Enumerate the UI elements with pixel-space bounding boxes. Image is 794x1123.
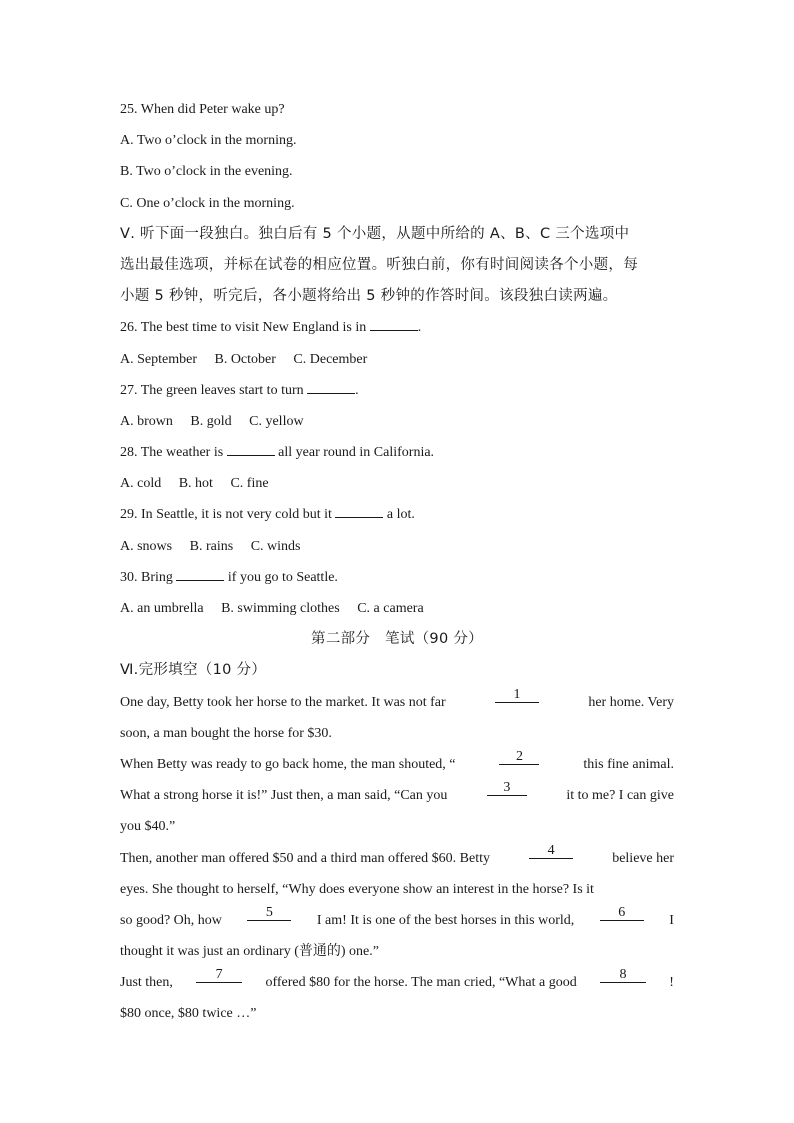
exam-page <box>120 94 674 1030</box>
options-28 <box>120 468 674 499</box>
option-26-b: B. October <box>214 351 276 367</box>
option-26-a: A. September <box>120 351 197 367</box>
section-5-instruction-line-1: Ⅴ. 听下面一段独白。独白后有 5 个小题，从题中所给的 A、B、C 三个选项中 <box>120 225 630 242</box>
answer-blank <box>227 440 275 456</box>
question-25: 25. When did Peter wake up? <box>120 102 285 117</box>
option-30-a: A. an umbrella <box>120 601 204 616</box>
options-29 <box>120 531 674 562</box>
question-26 <box>120 312 674 343</box>
cloze-text: her home. Very <box>588 694 674 710</box>
cloze-line <box>120 874 674 905</box>
option-29-a: A. snows <box>120 538 173 554</box>
cloze-blank-4: 4 <box>529 843 573 859</box>
part-2-title: 第二部分 笔试（90 分） <box>311 631 483 648</box>
option-29-c: C. winds <box>250 538 301 554</box>
cloze-line <box>120 780 674 811</box>
option-29-b: B. rains <box>189 538 234 554</box>
question-30 <box>120 562 674 593</box>
cloze-text: offered $80 for the horse. The man cried, “What a good <box>265 975 577 991</box>
question-27-text: 27. The green leaves start to turn <box>120 382 308 398</box>
cloze-line <box>120 749 674 780</box>
option-30-b: B. swimming clothes <box>221 601 340 616</box>
cloze-blank-7: 7 <box>196 967 242 983</box>
question-26-text: 26. The best time to visit New England is in <box>120 320 370 336</box>
cloze-line: thought it was just an ordinary (普通的) one.” <box>120 944 379 960</box>
cloze-line <box>120 905 674 936</box>
cloze-blank-5: 5 <box>247 905 291 921</box>
section-5-instruction-line-3: 小题 5 秒钟，听完后，各小题将给出 5 秒钟的作答时间。该段独白读两遍。 <box>120 288 618 305</box>
question-30-text: 30. Bring <box>120 569 177 585</box>
question-28-text: 28. The weather is <box>120 445 227 461</box>
section-5-instruction-line-2: 选出最佳选项，并标在试卷的相应位置。听独白前，你有时间阅读各个小题，每 <box>120 256 638 273</box>
cloze-text: eyes. She thought to herself, “Why does everyone show an interest in the horse? Is it <box>120 881 594 897</box>
option-25-c: C. One o’clock in the morning. <box>120 195 295 211</box>
section-6-heading: Ⅵ.完形填空（10 分） <box>120 662 267 679</box>
cloze-line <box>120 967 674 998</box>
question-27 <box>120 375 674 406</box>
option-30-c: C. a camera <box>357 601 424 616</box>
cloze-blank-6: 6 <box>600 905 644 921</box>
answer-blank <box>335 502 383 518</box>
option-28-b: B. hot <box>178 476 213 492</box>
options-26 <box>120 344 674 375</box>
option-25-a: A. Two o’clock in the morning. <box>120 133 297 149</box>
cloze-text: One day, Betty took her horse to the market. It was not far <box>120 694 446 710</box>
option-28-c: C. fine <box>230 476 269 492</box>
cloze-text: so good? Oh, how <box>120 912 222 928</box>
answer-blank <box>176 565 224 581</box>
option-28-a: A. cold <box>120 476 162 492</box>
cloze-line <box>120 687 674 718</box>
question-29 <box>120 499 674 530</box>
answer-blank <box>307 378 355 394</box>
question-28 <box>120 437 674 468</box>
question-26-end: . <box>417 320 422 336</box>
option-27-b: B. gold <box>190 413 232 429</box>
cloze-text: Just then, <box>120 975 173 991</box>
option-25-b: B. Two o’clock in the evening. <box>120 164 293 180</box>
cloze-text: I am! It is one of the best horses in this world, <box>316 912 575 928</box>
option-27-c: C. yellow <box>249 413 304 429</box>
cloze-blank-1: 1 <box>495 687 539 703</box>
cloze-text: ! <box>669 975 674 991</box>
cloze-blank-2: 2 <box>499 749 539 765</box>
option-27-a: A. brown <box>120 413 173 429</box>
option-26-c: C. December <box>293 351 368 367</box>
question-29-text: 29. In Seattle, it is not very cold but it <box>120 507 336 523</box>
options-27 <box>120 406 674 437</box>
cloze-text: it to me? I can give <box>566 788 674 804</box>
question-30-end: if you go to Seattle. <box>224 569 338 585</box>
cloze-text: this fine animal. <box>583 756 674 772</box>
cloze-line: $80 once, $80 twice …” <box>120 1006 257 1022</box>
cloze-text: I <box>669 912 674 928</box>
cloze-text: When Betty was ready to go back home, the man shouted, “ <box>120 756 456 772</box>
cloze-blank-8: 8 <box>600 967 646 983</box>
answer-blank <box>370 315 418 331</box>
cloze-blank-3: 3 <box>487 780 527 796</box>
cloze-text: believe her <box>612 850 674 866</box>
cloze-line: soon, a man bought the horse for $30. <box>120 725 332 741</box>
question-29-end: a lot. <box>383 507 415 523</box>
cloze-text: Then, another man offered $50 and a third man offered $60. Betty <box>120 850 490 866</box>
question-28-end: all year round in California. <box>274 445 435 461</box>
cloze-text: What a strong horse it is!” Just then, a man said, “Can you <box>120 788 448 804</box>
question-27-end: . <box>355 382 359 398</box>
cloze-line <box>120 843 674 874</box>
cloze-line: you $40.” <box>120 819 176 835</box>
options-30 <box>120 593 674 624</box>
